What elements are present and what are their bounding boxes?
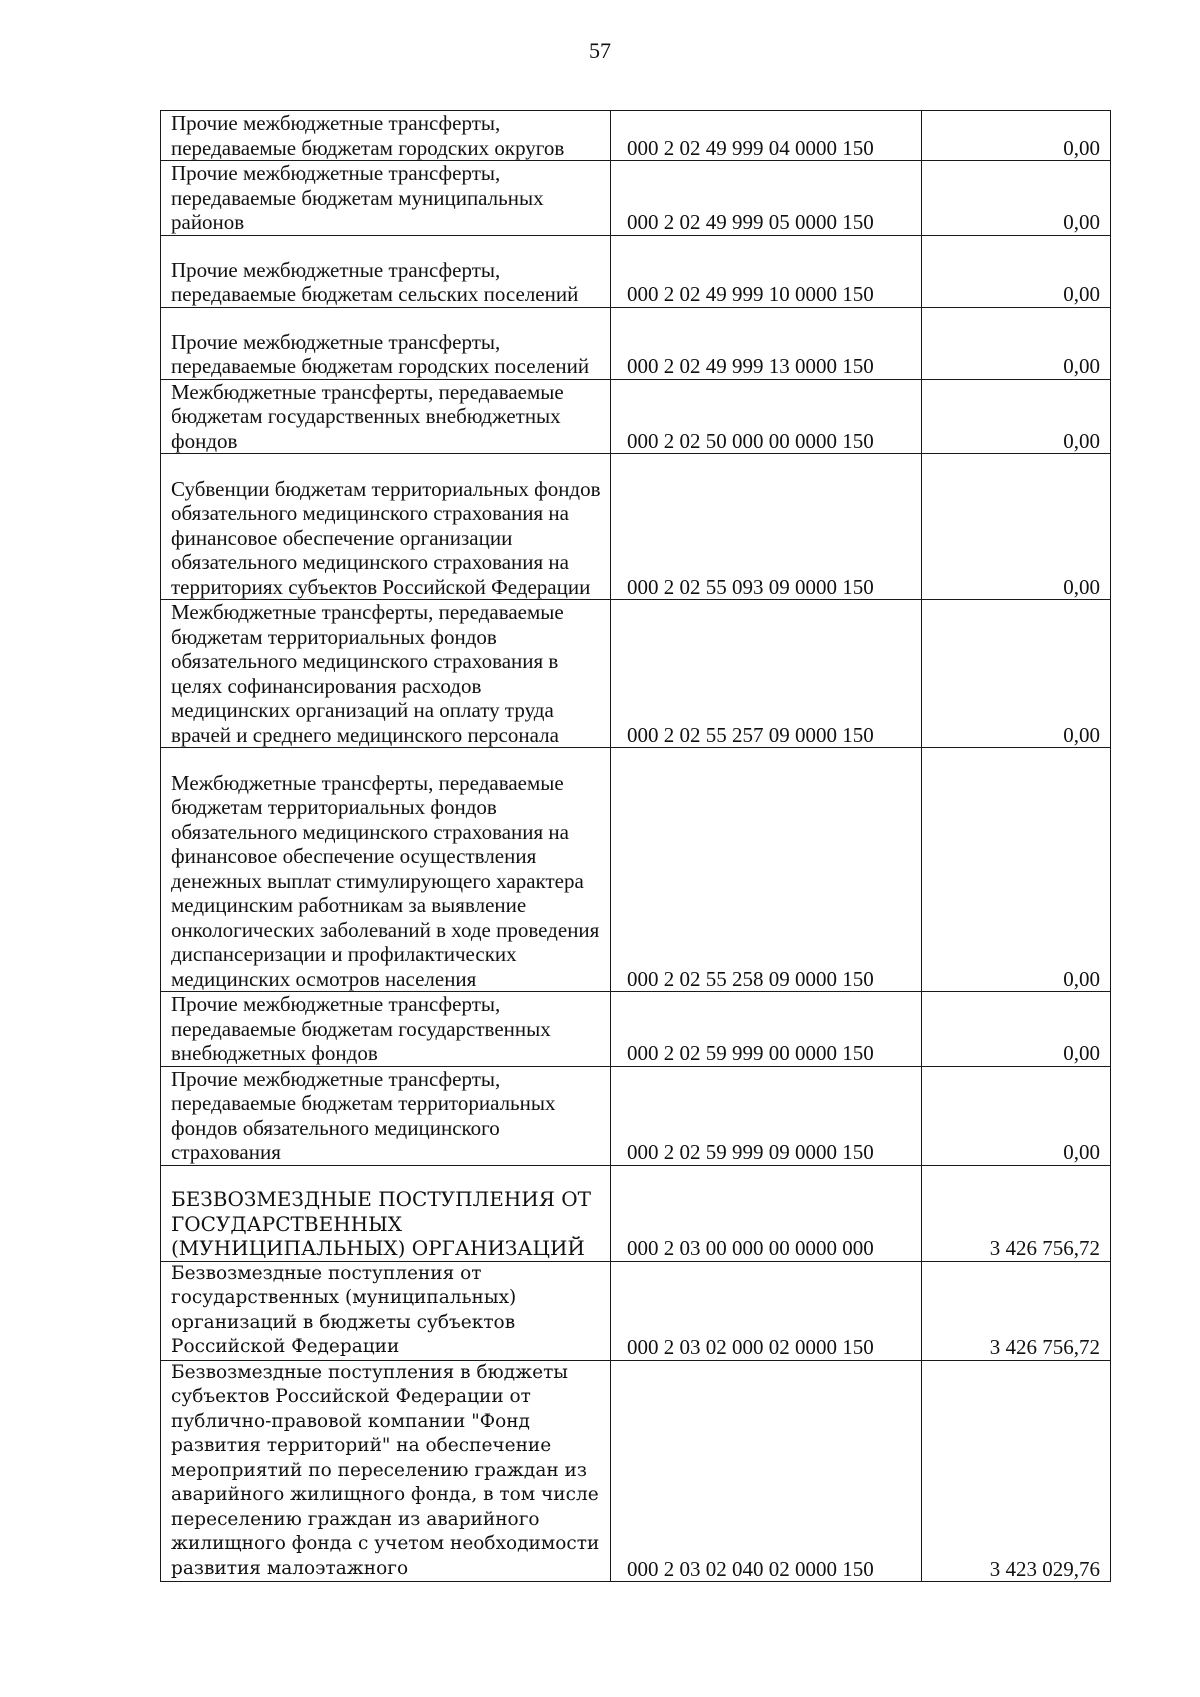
row-code: 000 2 02 55 093 09 0000 150: [611, 454, 922, 600]
row-code: 000 2 02 49 999 10 0000 150: [611, 235, 922, 307]
table-row: [161, 1261, 1111, 1360]
table-row: [161, 235, 1111, 307]
row-amount: 3 426 756,72: [922, 1261, 1111, 1360]
row-code: 000 2 02 55 258 09 0000 150: [611, 748, 922, 992]
row-code: 000 2 02 49 999 13 0000 150: [611, 307, 922, 379]
row-name: Прочие межбюджетные трансферты, передаваемые бюджетам сельских поселений: [161, 235, 611, 307]
table-row: [161, 748, 1111, 992]
row-name: БЕЗВОЗМЕЗДНЫЕ ПОСТУПЛЕНИЯ ОТ ГОСУДАРСТВЕННЫХ (МУНИЦИПАЛЬНЫХ) ОРГАНИЗАЦИЙ: [161, 1165, 611, 1261]
table-row: [161, 600, 1111, 748]
row-name: Прочие межбюджетные трансферты, передаваемые бюджетам городских округов: [161, 111, 611, 161]
row-amount: 0,00: [922, 454, 1111, 600]
row-name: Прочие межбюджетные трансферты, передаваемые бюджетам муниципальных районов: [161, 161, 611, 236]
row-amount: 0,00: [922, 1066, 1111, 1165]
row-name: Межбюджетные трансферты, передаваемые бюджетам государственных внебюджетных фондов: [161, 379, 611, 454]
row-code: 000 2 02 50 000 00 0000 150: [611, 379, 922, 454]
row-code: 000 2 02 49 999 05 0000 150: [611, 161, 922, 236]
row-code: 000 2 03 00 000 00 0000 000: [611, 1165, 922, 1261]
row-name: Прочие межбюджетные трансферты, передаваемые бюджетам территориальных фондов обязательного медицинского страхования: [161, 1066, 611, 1165]
table-row: [161, 307, 1111, 379]
revenue-table: [160, 110, 1111, 1582]
table-row: [161, 161, 1111, 236]
row-name: Прочие межбюджетные трансферты, передаваемые бюджетам государственных внебюджетных фондов: [161, 992, 611, 1067]
row-name: Безвозмездные поступления в бюджеты субъектов Российской Федерации от публично-правовой компании "Фонд развития территорий" на обеспечение мероприятий по переселению граждан из аварийного жилищного фонда, в том числе переселению граждан из аварийного жилищного фонда с учетом необходимости развития малоэтажного: [161, 1360, 611, 1582]
row-amount: 3 426 756,72: [922, 1165, 1111, 1261]
row-amount: 0,00: [922, 235, 1111, 307]
row-amount: 0,00: [922, 992, 1111, 1067]
row-name: Прочие межбюджетные трансферты, передаваемые бюджетам городских поселений: [161, 307, 611, 379]
row-code: 000 2 02 59 999 09 0000 150: [611, 1066, 922, 1165]
table-row: [161, 992, 1111, 1067]
row-code: 000 2 03 02 000 02 0000 150: [611, 1261, 922, 1360]
row-amount: 0,00: [922, 111, 1111, 161]
table-row: [161, 1066, 1111, 1165]
row-amount: 0,00: [922, 307, 1111, 379]
row-name: Безвозмездные поступления от государственных (муниципальных) организаций в бюджеты субъектов Российской Федерации: [161, 1261, 611, 1360]
table-row: [161, 454, 1111, 600]
table-row: [161, 379, 1111, 454]
row-code: 000 2 02 55 257 09 0000 150: [611, 600, 922, 748]
row-code: 000 2 03 02 040 02 0000 150: [611, 1360, 922, 1582]
row-amount: 0,00: [922, 379, 1111, 454]
row-amount: 0,00: [922, 161, 1111, 236]
row-name: Межбюджетные трансферты, передаваемые бюджетам территориальных фондов обязательного медицинского страхования в целях софинансирования расходов медицинских организаций на оплату труда врачей и среднего медицинского персонала: [161, 600, 611, 748]
row-code: 000 2 02 49 999 04 0000 150: [611, 111, 922, 161]
table-row: [161, 1360, 1111, 1582]
row-amount: 3 423 029,76: [922, 1360, 1111, 1582]
row-name: Субвенции бюджетам территориальных фондов обязательного медицинского страхования на финансовое обеспечение организации обязательного медицинского страхования на территориях субъектов Российской Федерации: [161, 454, 611, 600]
row-name: Межбюджетные трансферты, передаваемые бюджетам территориальных фондов обязательного медицинского страхования на финансовое обеспечение осуществления денежных выплат стимулирующего характера медицинским работникам за выявление онкологических заболеваний в ходе проведения диспансеризации и профилактических медицинских осмотров населения: [161, 748, 611, 992]
table-row: [161, 1165, 1111, 1261]
row-amount: 0,00: [922, 600, 1111, 748]
table-row: [161, 111, 1111, 161]
row-code: 000 2 02 59 999 00 0000 150: [611, 992, 922, 1067]
page-number: 57: [589, 38, 611, 63]
row-amount: 0,00: [922, 748, 1111, 992]
